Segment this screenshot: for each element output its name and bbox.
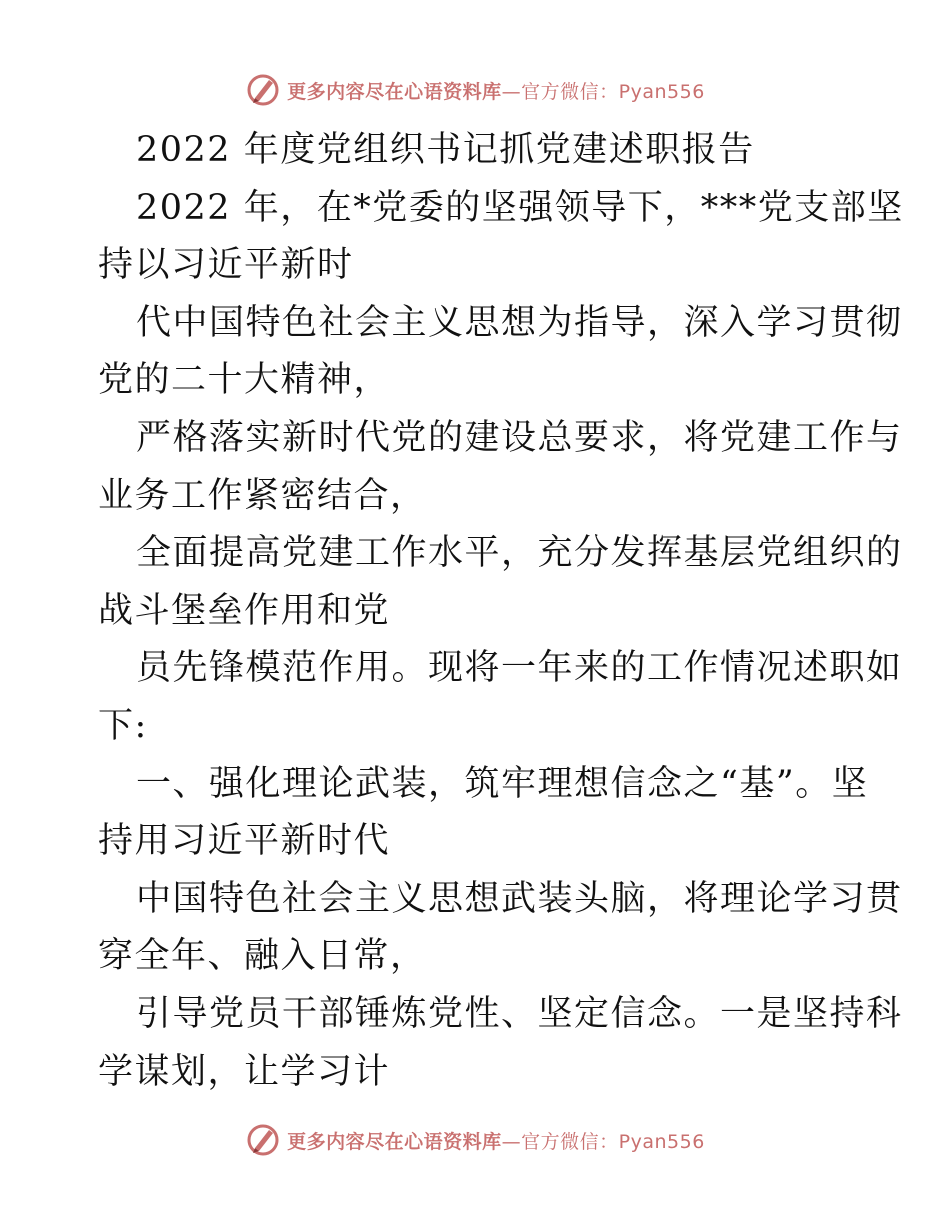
paragraph-line: 员先锋模范作用。现将一年来的工作情况述职如 bbox=[136, 648, 903, 689]
section-heading-line: 一、强化理论武装，筑牢理想信念之“基”。坚 bbox=[136, 763, 869, 804]
paragraph-line: 持以习近平新时 bbox=[98, 245, 354, 286]
header-watermark bbox=[0, 70, 950, 110]
paragraph-line: 全面提高党建工作水平，充分发挥基层党组织的 bbox=[136, 533, 903, 574]
paragraph-line: 党的二十大精神， bbox=[98, 360, 391, 401]
paragraph-line: 2022 年，在*党委的坚强领导下，***党支部坚 bbox=[136, 187, 904, 228]
document-body bbox=[98, 122, 904, 1101]
footer-watermark bbox=[0, 1120, 950, 1160]
header-watermark-text: 更多内容尽在心语资料库—官方微信：Pyan556 bbox=[287, 80, 705, 103]
paragraph-line: 业务工作紧密结合， bbox=[98, 475, 427, 516]
paragraph-line: 严格落实新时代党的建设总要求，将党建工作与 bbox=[136, 417, 903, 458]
paragraph-line: 学谋划，让学习计 bbox=[98, 1051, 391, 1092]
paragraph-line: 引导党员干部锤炼党性、坚定信念。一是坚持科 bbox=[136, 993, 903, 1034]
document-title: 2022 年度党组织书记抓党建述职报告 bbox=[136, 130, 755, 170]
paragraph-line: 中国特色社会主义思想武装头脑，将理论学习贯 bbox=[136, 878, 903, 919]
paragraph-line: 下: bbox=[98, 705, 148, 746]
paragraph-line: 穿全年、融入日常， bbox=[98, 936, 427, 977]
pen-logo-icon bbox=[245, 1122, 281, 1158]
paragraph-line: 战斗堡垒作用和党 bbox=[98, 590, 391, 631]
footer-watermark-text: 更多内容尽在心语资料库—官方微信：Pyan556 bbox=[287, 1130, 705, 1153]
paragraph-line: 代中国特色社会主义思想为指导，深入学习贯彻 bbox=[136, 302, 903, 343]
paragraph-line: 持用习近平新时代 bbox=[98, 821, 391, 862]
pen-logo-icon bbox=[245, 72, 281, 108]
